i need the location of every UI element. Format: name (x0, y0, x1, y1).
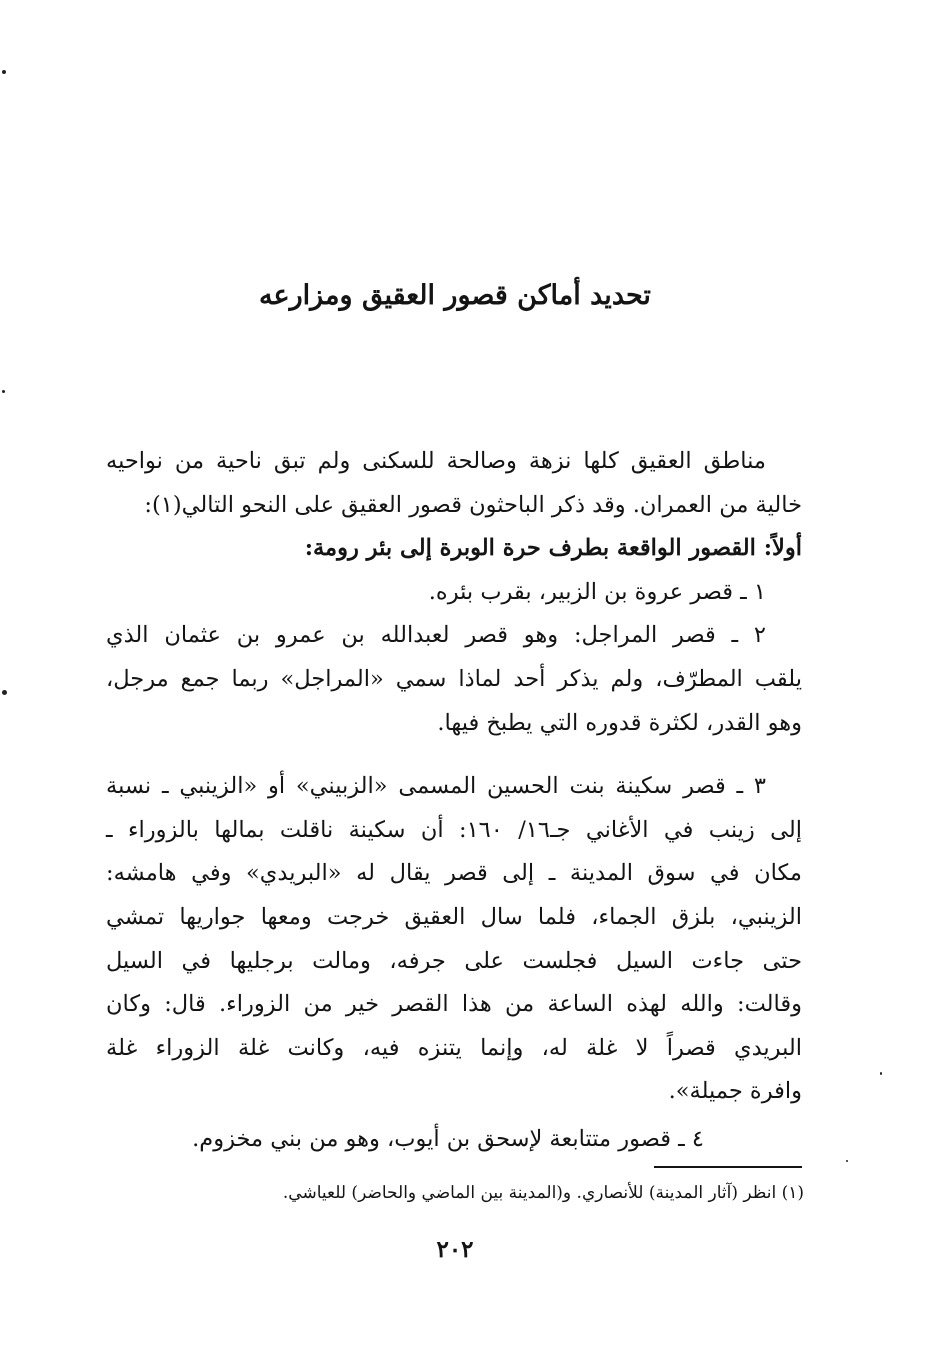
item-3-line-3: مكان في سوق المدينة ـ إلى قصر يقال له «البريدي» وفي هامشه: (106, 860, 802, 887)
item-3-line-6: وقالت: والله لهذه الساعة من هذا القصر خير من الزوراء. قال: وكان (106, 991, 802, 1018)
page-number: ٢٠٢ (436, 1236, 474, 1263)
scan-speck (2, 690, 7, 695)
main-text (106, 440, 802, 1114)
page-title: تحديد أماكن قصور العقيق ومزارعه (259, 280, 651, 312)
item-3-line-1: ٣ ـ قصر سكينة بنت الحسين المسمى «الزبيني» أو «الزينبي ـ نسبة (106, 773, 766, 800)
item-3-line-2: إلى زينب في الأغاني جـ١٦/ ١٦٠: أن سكينة ناقلت بمالها بالزوراء ـ (106, 816, 802, 843)
footnote: (١) انظر (آثار المدينة) للأنصاري. و(المدينة بين الماضي والحاضر) للعياشي. (282, 1183, 804, 1203)
item-4: ٤ ـ قصور متتابعة لإسحق بن أيوب، وهو من بني مخزوم. (192, 1126, 704, 1152)
scan-speck (2, 390, 5, 393)
intro-line-1: مناطق العقيق كلها نزهة وصالحة للسكنى ولم تبق ناحية من نواحيه (106, 448, 766, 474)
item-3-line-8: وافرة جميلة». (668, 1078, 802, 1105)
item-3-line-4: الزينبي، بلزق الجماء، فلما سال العقيق خرجت ومعها جواريها تمشي (106, 903, 802, 930)
scan-speck (880, 1072, 882, 1075)
paragraph-gap (106, 745, 802, 765)
section-heading: أولاً: القصور الواقعة بطرف حرة الوبرة إلى بئر رومة: (304, 535, 802, 562)
item-1: ١ ـ قصر عروة بن الزبير، بقرب بئره. (428, 578, 766, 605)
item-2-line-1: ٢ ـ قصر المراجل: وهو قصر لعبدالله بن عمرو بن عثمان الذي (106, 622, 766, 649)
item-2-line-2: يلقب المطرّف، ولم يذكر أحد لماذا سمي «المراجل» ربما جمع مرجل، (106, 665, 802, 692)
intro-line-2: خالية من العمران. وقد ذكر الباحثون قصور العقيق على النحو التالي(١): (144, 491, 802, 518)
item-3-line-5: حتى جاءت السيل فجلست على جرفه، ومالت برجليها في السيل (106, 947, 802, 974)
item-2-line-3: وهو القدر، لكثرة قدوره التي يطبخ فيها. (437, 709, 802, 736)
scan-speck (2, 70, 6, 74)
scan-speck (846, 1160, 848, 1162)
item-3-line-7: البريدي قصراً لا غلة له، وإنما يتنزه فيه، وكانت غلة الزوراء غلة (106, 1034, 802, 1061)
footnote-separator (654, 1166, 802, 1168)
